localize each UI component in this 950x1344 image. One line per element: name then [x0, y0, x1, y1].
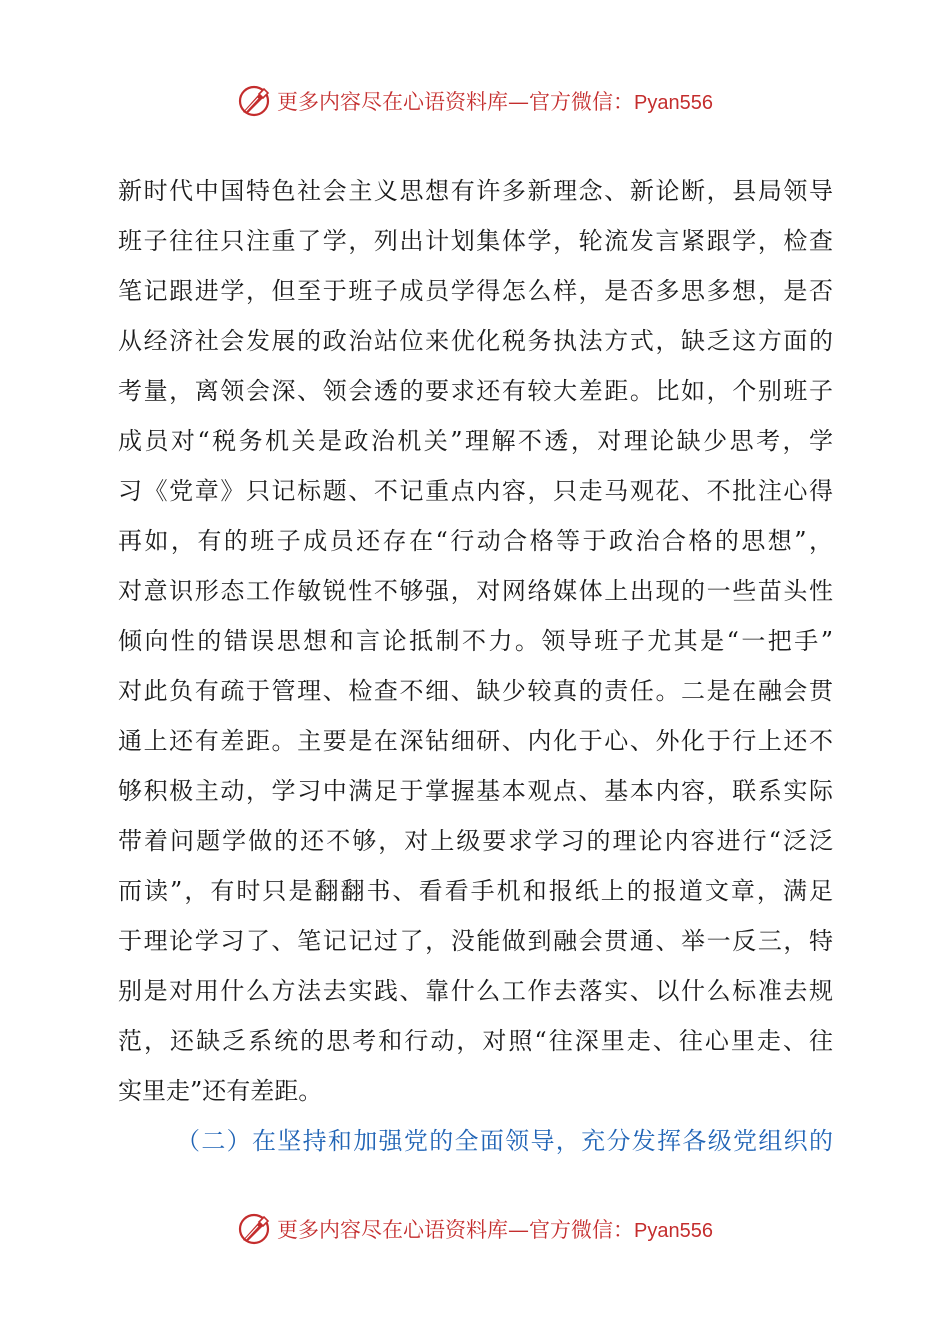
body-line: 新时代中国特色社会主义思想有许多新理念、新论断，县局领导 [118, 177, 833, 205]
body-line: 实里走”还有差距。 [118, 1077, 323, 1105]
body-line: 再如，有的班子成员还存在“行动合格等于政治合格的思想”， [118, 527, 833, 555]
body-line: 于理论学习了、笔记记过了，没能做到融会贯通、举一反三，特 [118, 927, 833, 955]
footer-banner [0, 1204, 950, 1254]
body-line: 够积极主动，学习中满足于掌握基本观点、基本内容，联系实际 [118, 777, 833, 805]
banner-text [277, 1214, 713, 1244]
body-line: 带着问题学做的还不够，对上级要求学习的理论内容进行“泛泛 [118, 827, 833, 855]
body-line: 而读”，有时只是翻翻书、看看手机和报纸上的报道文章，满足 [118, 877, 833, 905]
body-line: 从经济社会发展的政治站位来优化税务执法方式，缺乏这方面的 [118, 327, 833, 355]
body-line: 范，还缺乏系统的思考和行动，对照“往深里走、往心里走、往 [118, 1027, 833, 1055]
body-line: 对此负有疏于管理、检查不细、缺少较真的责任。二是在融会贯 [118, 677, 833, 705]
body-line: 通上还有差距。主要是在深钻细研、内化于心、外化于行上还不 [118, 727, 833, 755]
body-line: 班子往往只注重了学，列出计划集体学，轮流发言紧跟学，检查 [118, 227, 833, 255]
banner-label: 更多内容尽在心语资料库—官方微信： [277, 1218, 635, 1242]
header-banner [0, 76, 950, 126]
banner-text [277, 86, 713, 116]
body-line: 笔记跟进学，但至于班子成员学得怎么样，是否多思多想，是否 [118, 277, 833, 305]
banner-wechat-id: Pyan556 [634, 92, 713, 114]
banner-wechat-id: Pyan556 [634, 1220, 713, 1242]
document-body [118, 166, 833, 1166]
body-line: 对意识形态工作敏锐性不够强，对网络媒体上出现的一些苗头性 [118, 577, 833, 605]
body-line: 考量，离领会深、领会透的要求还有较大差距。比如，个别班子 [118, 377, 833, 405]
banner-label: 更多内容尽在心语资料库—官方微信： [277, 90, 635, 114]
body-line: 别是对用什么方法去实践、靠什么工作去落实、以什么标准去规 [118, 977, 833, 1005]
pen-logo-icon [237, 84, 271, 118]
section-heading: （二）在坚持和加强党的全面领导，充分发挥各级党组织的 [176, 1127, 833, 1155]
body-line: 习《党章》只记标题、不记重点内容，只走马观花、不批注心得 [118, 477, 833, 505]
body-line: 成员对“税务机关是政治机关”理解不透，对理论缺少思考，学 [118, 427, 833, 455]
body-line: 倾向性的错误思想和言论抵制不力。领导班子尤其是“一把手” [118, 627, 833, 655]
pen-logo-icon [237, 1212, 271, 1246]
